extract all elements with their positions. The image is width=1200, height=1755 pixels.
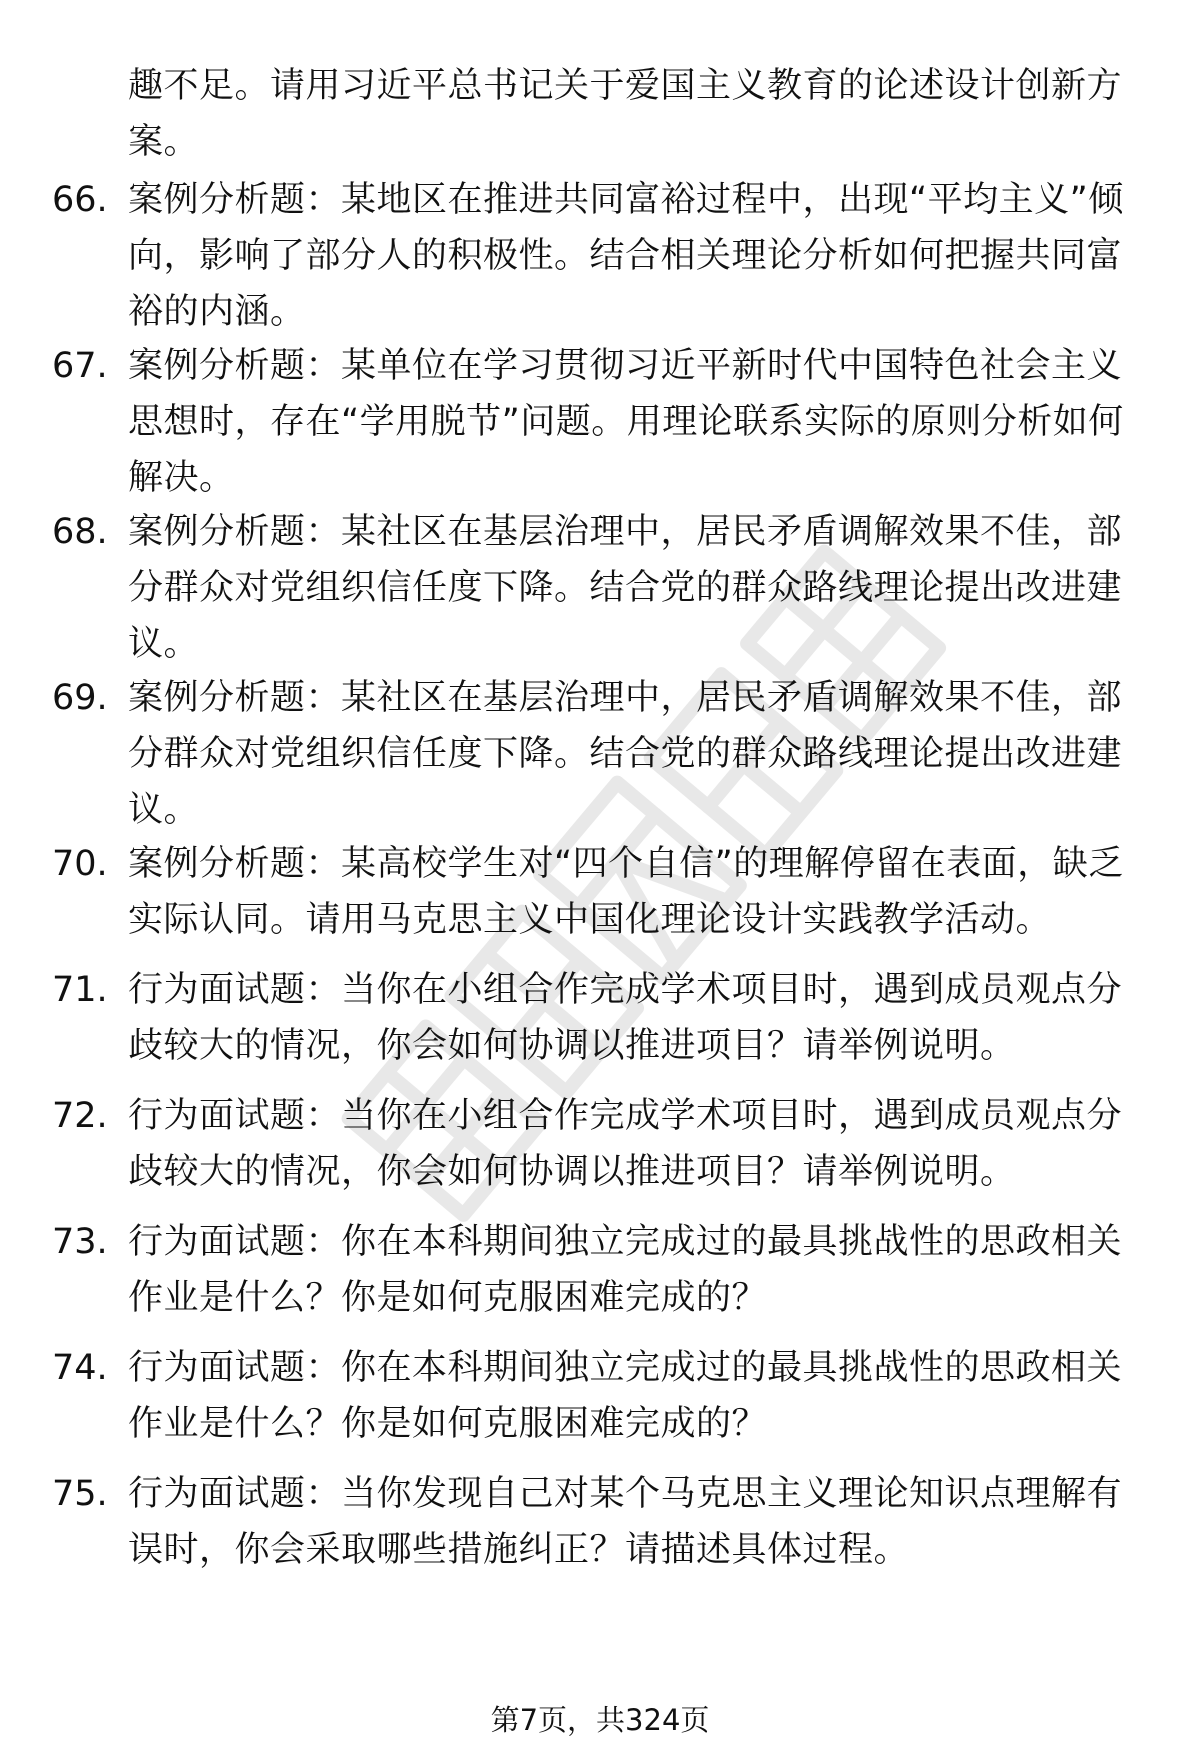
question-number: 72. — [52, 1096, 108, 1136]
question-text: 案例分析题：某高校学生对“四个自信”的理解停留在表面，缺乏实际认同。请用马克思主义中国化理论设计实践教学活动。 — [128, 844, 1124, 940]
question-text: 行为面试题：当你在小组合作完成学术项目时，遇到成员观点分歧较大的情况，你会如何协调以推进项目？请举例说明。 — [128, 970, 1123, 1066]
question-text: 案例分析题：某社区在基层治理中，居民矛盾调解效果不佳，部分群众对党组织信任度下降。结合党的群众路线理论提出改进建议。 — [128, 678, 1123, 830]
question-number: 67. — [52, 346, 108, 386]
question-text: 行为面试题：当你在小组合作完成学术项目时，遇到成员观点分歧较大的情况，你会如何协调以推进项目？请举例说明。 — [128, 1096, 1123, 1192]
question-text: 行为面试题：当你发现自己对某个马克思主义理论知识点理解有误时，你会采取哪些措施纠正？请描述具体过程。 — [128, 1474, 1123, 1570]
question-number: 73. — [52, 1222, 108, 1262]
question-number: 66. — [52, 180, 108, 220]
question-number: 69. — [52, 678, 108, 718]
question-number: 70. — [52, 844, 108, 884]
question-number: 71. — [52, 970, 108, 1010]
question-text: 案例分析题：某单位在学习贯彻习近平新时代中国特色社会主义思想时，存在“学用脱节”问题。用理论联系实际的原则分析如何解决。 — [128, 346, 1124, 498]
question-number: 75. — [52, 1474, 108, 1514]
question-text: 行为面试题：你在本科期间独立完成过的最具挑战性的思政相关作业是什么？你是如何克服困难完成的？ — [128, 1222, 1123, 1318]
question-number: 74. — [52, 1348, 108, 1388]
question-text: 行为面试题：你在本科期间独立完成过的最具挑战性的思政相关作业是什么？你是如何克服困难完成的？ — [128, 1348, 1123, 1444]
question-text: 案例分析题：某社区在基层治理中，居民矛盾调解效果不佳，部分群众对党组织信任度下降。结合党的群众路线理论提出改进建议。 — [128, 512, 1123, 664]
continuation-paragraph: 趣不足。请用习近平总书记关于爱国主义教育的论述设计创新方案。 — [128, 66, 1123, 162]
page-footer: 第7页，共324页 — [490, 1703, 710, 1737]
question-number: 68. — [52, 512, 108, 552]
question-text: 案例分析题：某地区在推进共同富裕过程中，出现“平均主义”倾向，影响了部分人的积极性。结合相关理论分析如何把握共同富裕的内涵。 — [128, 180, 1124, 332]
